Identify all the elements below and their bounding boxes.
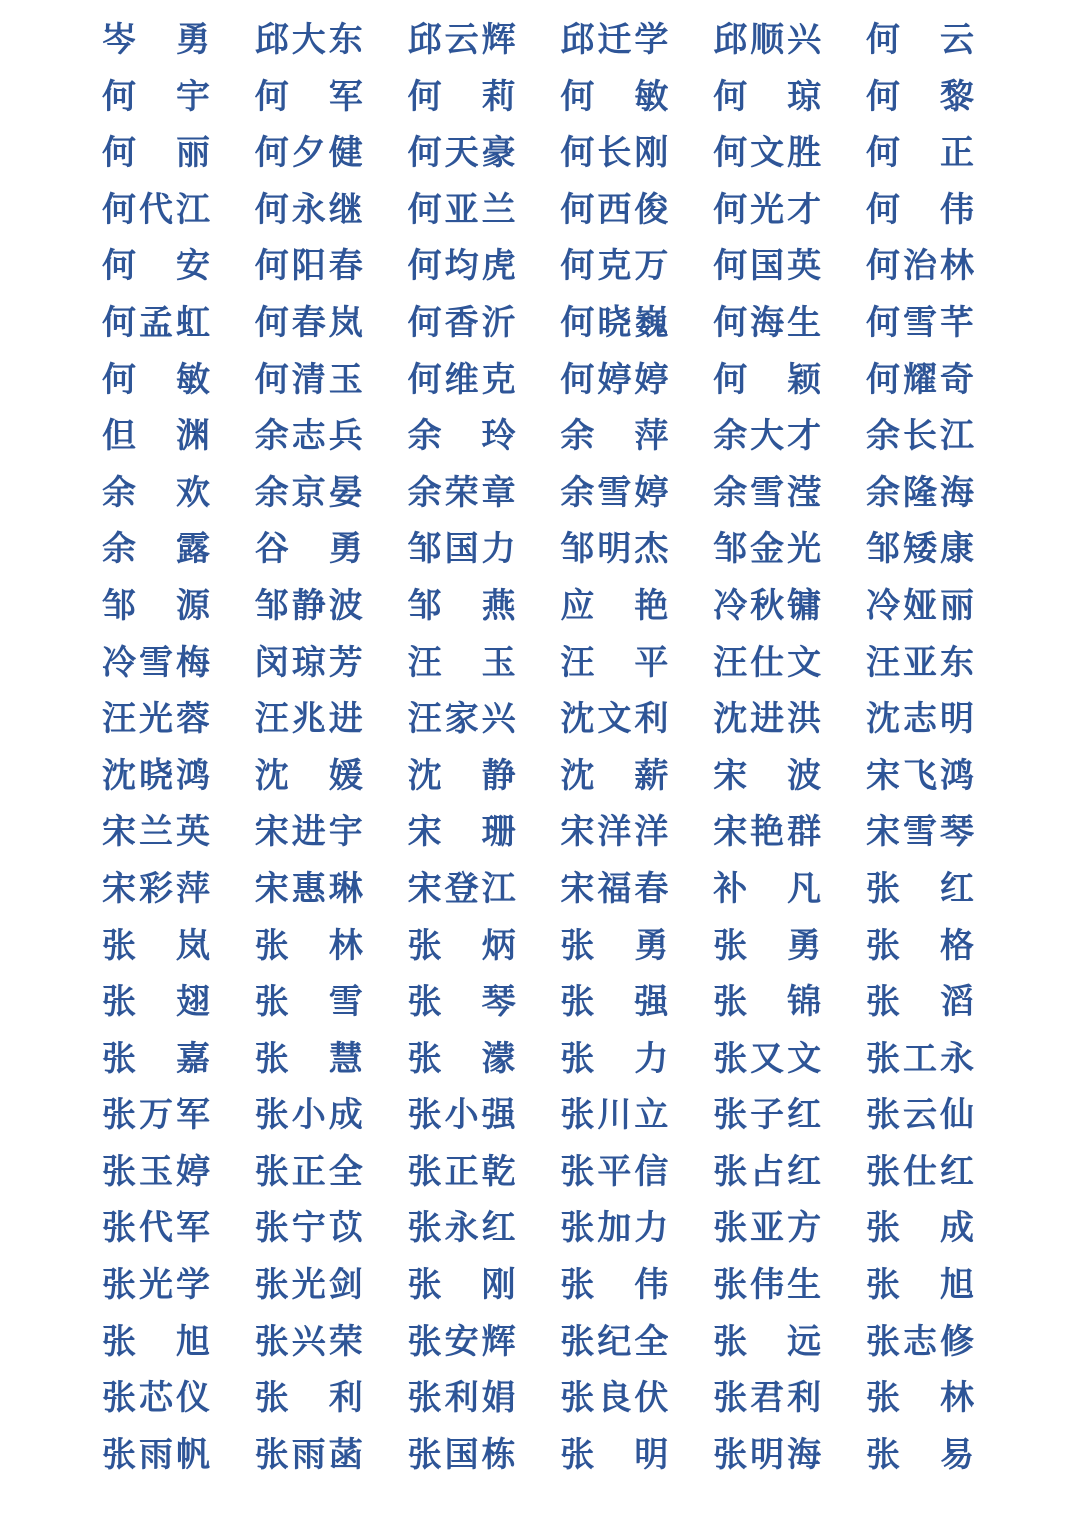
name-entry: 汪亚东: [865, 642, 974, 683]
name-entry: 谷 勇: [254, 529, 363, 570]
name-entry: 张 远: [713, 1321, 822, 1362]
name-entry: 张 慧: [254, 1038, 363, 1079]
name-entry: 汪兆进: [254, 699, 363, 740]
name-entry: 何 宇: [102, 76, 210, 117]
name-entry: 汪 玉: [407, 642, 516, 683]
name-entry: 张 强: [560, 982, 669, 1023]
name-entry: 余大才: [713, 416, 822, 457]
name-entry: 冷秋镛: [713, 585, 822, 626]
name-entry: 岑 勇: [102, 20, 210, 60]
name-entry: 张芯仪: [102, 1378, 210, 1419]
name-entry: 张小成: [254, 1095, 363, 1136]
name-entry: 何 敏: [560, 76, 669, 117]
name-entry: 宋兰英: [102, 812, 210, 853]
name-entry: 宋登江: [407, 868, 516, 909]
name-entry: 邹 燕: [407, 585, 516, 626]
name-entry: 何天豪: [407, 133, 516, 174]
name-entry: 张良伏: [560, 1378, 669, 1419]
name-entry: 邱云辉: [407, 20, 516, 60]
name-entry: 宋洋洋: [560, 812, 669, 853]
name-entry: 张 滔: [865, 982, 974, 1023]
name-entry: 张万军: [102, 1095, 210, 1136]
name-entry: 张又文: [713, 1038, 822, 1079]
name-entry: 张川立: [560, 1095, 669, 1136]
name-entry: 张 岚: [102, 925, 210, 966]
name-entry: 何 莉: [407, 76, 516, 117]
name-entry: 宋 珊: [407, 812, 516, 853]
name-entry: 张工永: [865, 1038, 974, 1079]
name-entry: 闵琼芳: [254, 642, 363, 683]
name-entry: 张志修: [865, 1321, 974, 1362]
name-entry: 张 林: [254, 925, 363, 966]
name-entry: 邱顺兴: [713, 20, 822, 60]
name-entry: 何文胜: [713, 133, 822, 174]
name-entry: 张占红: [713, 1151, 822, 1192]
name-entry: 余京晏: [254, 472, 363, 513]
name-entry: 汪光蓉: [102, 699, 210, 740]
name-entry: 张 格: [865, 925, 974, 966]
name-entry: 何 军: [254, 76, 363, 117]
name-entry: 张仕红: [865, 1151, 974, 1192]
name-entry: 余荣章: [407, 472, 516, 513]
name-entry: 张正乾: [407, 1151, 516, 1192]
name-entry: 张 易: [865, 1434, 974, 1475]
name-entry: 邹 源: [102, 585, 210, 626]
name-entry: 何长刚: [560, 133, 669, 174]
name-entry: 张兴荣: [254, 1321, 363, 1362]
name-entry: 冷娅丽: [865, 585, 974, 626]
name-entry: 何治林: [865, 246, 974, 287]
name-entry: 宋艳群: [713, 812, 822, 853]
name-entry: 何香沂: [407, 302, 516, 343]
name-entry: 余隆海: [865, 472, 974, 513]
name-entry: 张 琴: [407, 982, 516, 1023]
name-entry: 汪 平: [560, 642, 669, 683]
name-entry: 张 明: [560, 1434, 669, 1475]
name-entry: 张 旭: [102, 1321, 210, 1362]
name-entry: 何 丽: [102, 133, 210, 174]
name-entry: 宋彩萍: [102, 868, 210, 909]
name-entry: 何夕健: [254, 133, 363, 174]
name-entry: 宋飞鸿: [865, 755, 974, 796]
name-entry: 邱迁学: [560, 20, 669, 60]
name-entry: 但 渊: [102, 416, 210, 457]
name-entry: 张 翅: [102, 982, 210, 1023]
name-entry: 何 琼: [713, 76, 822, 117]
name-entry: 张 锦: [713, 982, 822, 1023]
name-entry: 何 颖: [713, 359, 822, 400]
name-entry: 张玉婷: [102, 1151, 210, 1192]
name-entry: 张云仙: [865, 1095, 974, 1136]
name-entry: 何亚兰: [407, 189, 516, 230]
name-entry: 余 欢: [102, 472, 210, 513]
name-entry: 张 刚: [407, 1265, 516, 1306]
name-entry: 沈文利: [560, 699, 669, 740]
name-entry: 宋雪琴: [865, 812, 974, 853]
name-entry: 何西俊: [560, 189, 669, 230]
name-entry: 汪家兴: [407, 699, 516, 740]
name-entry: 何 黎: [865, 76, 974, 117]
name-entry: 何 安: [102, 246, 210, 287]
name-entry: 邹矮康: [865, 529, 974, 570]
name-entry: 沈 静: [407, 755, 516, 796]
name-entry: 余志兵: [254, 416, 363, 457]
name-entry: 余 露: [102, 529, 210, 570]
name-entry: 何 云: [865, 20, 974, 60]
name-entry: 张君利: [713, 1378, 822, 1419]
name-entry: 何均虎: [407, 246, 516, 287]
name-entry: 张子红: [713, 1095, 822, 1136]
name-entry: 何 伟: [865, 189, 974, 230]
name-entry: 张光学: [102, 1265, 210, 1306]
name-entry: 张 雪: [254, 982, 363, 1023]
name-entry: 张正全: [254, 1151, 363, 1192]
name-entry: 张 成: [865, 1208, 974, 1249]
name-entry: 余雪婷: [560, 472, 669, 513]
name-entry: 邹明杰: [560, 529, 669, 570]
name-entry: 何维克: [407, 359, 516, 400]
name-entry: 张 炳: [407, 925, 516, 966]
name-entry: 张雨菡: [254, 1434, 363, 1475]
name-entry: 何永继: [254, 189, 363, 230]
name-entry: 张平信: [560, 1151, 669, 1192]
name-entry: 何代江: [102, 189, 210, 230]
name-entry: 张 红: [865, 868, 974, 909]
name-entry: 张 勇: [713, 925, 822, 966]
name-entry: 张国栋: [407, 1434, 516, 1475]
name-entry: 沈晓鸿: [102, 755, 210, 796]
name-entry: 何 敏: [102, 359, 210, 400]
name-entry: 应 艳: [560, 585, 669, 626]
name-entry: 何阳春: [254, 246, 363, 287]
name-entry: 何清玉: [254, 359, 363, 400]
name-entry: 张安辉: [407, 1321, 516, 1362]
name-entry: 何孟虹: [102, 302, 210, 343]
name-entry: 张纪全: [560, 1321, 669, 1362]
name-entry: 余雪滢: [713, 472, 822, 513]
name-entry: 何春岚: [254, 302, 363, 343]
name-entry: 冷雪梅: [102, 642, 210, 683]
name-entry: 宋惠琳: [254, 868, 363, 909]
name-entry: 张 嘉: [102, 1038, 210, 1079]
name-entry: 张加力: [560, 1208, 669, 1249]
name-entry: 沈 媛: [254, 755, 363, 796]
name-entry: 何光才: [713, 189, 822, 230]
name-entry: 宋福春: [560, 868, 669, 909]
name-entry: 宋 波: [713, 755, 822, 796]
name-entry: 何海生: [713, 302, 822, 343]
name-entry: 余长江: [865, 416, 974, 457]
name-entry: 张代军: [102, 1208, 210, 1249]
name-entry: 邹金光: [713, 529, 822, 570]
name-entry: 何克万: [560, 246, 669, 287]
name-entry: 张小强: [407, 1095, 516, 1136]
name-entry: 张光剑: [254, 1265, 363, 1306]
name-entry: 张 旭: [865, 1265, 974, 1306]
name-entry: 张 勇: [560, 925, 669, 966]
name-entry: 汪仕文: [713, 642, 822, 683]
name-entry: 沈志明: [865, 699, 974, 740]
name-entry: 张 濛: [407, 1038, 516, 1079]
name-entry: 宋进宇: [254, 812, 363, 853]
name-entry: 张宁苡: [254, 1208, 363, 1249]
name-entry: 沈 薪: [560, 755, 669, 796]
name-entry: 补 凡: [713, 868, 822, 909]
name-entry: 张 利: [254, 1378, 363, 1419]
name-entry: 张利娟: [407, 1378, 516, 1419]
name-entry: 何晓巍: [560, 302, 669, 343]
name-entry: 张 力: [560, 1038, 669, 1079]
name-entry: 张雨帆: [102, 1434, 210, 1475]
name-entry: 何耀奇: [865, 359, 974, 400]
name-entry: 邹国力: [407, 529, 516, 570]
name-entry: 余 玲: [407, 416, 516, 457]
name-entry: 何国英: [713, 246, 822, 287]
name-entry: 张 伟: [560, 1265, 669, 1306]
name-entry: 何 正: [865, 133, 974, 174]
name-entry: 余 萍: [560, 416, 669, 457]
name-entry: 何婷婷: [560, 359, 669, 400]
name-entry: 张 林: [865, 1378, 974, 1419]
name-entry: 张明海: [713, 1434, 822, 1475]
name-entry: 沈进洪: [713, 699, 822, 740]
name-entry: 张永红: [407, 1208, 516, 1249]
name-entry: 邱大东: [254, 20, 363, 60]
name-entry: 何雪芊: [865, 302, 974, 343]
name-entry: 张伟生: [713, 1265, 822, 1306]
name-entry: 邹静波: [254, 585, 363, 626]
name-list-grid: [102, 12, 976, 1483]
name-entry: 张亚方: [713, 1208, 822, 1249]
